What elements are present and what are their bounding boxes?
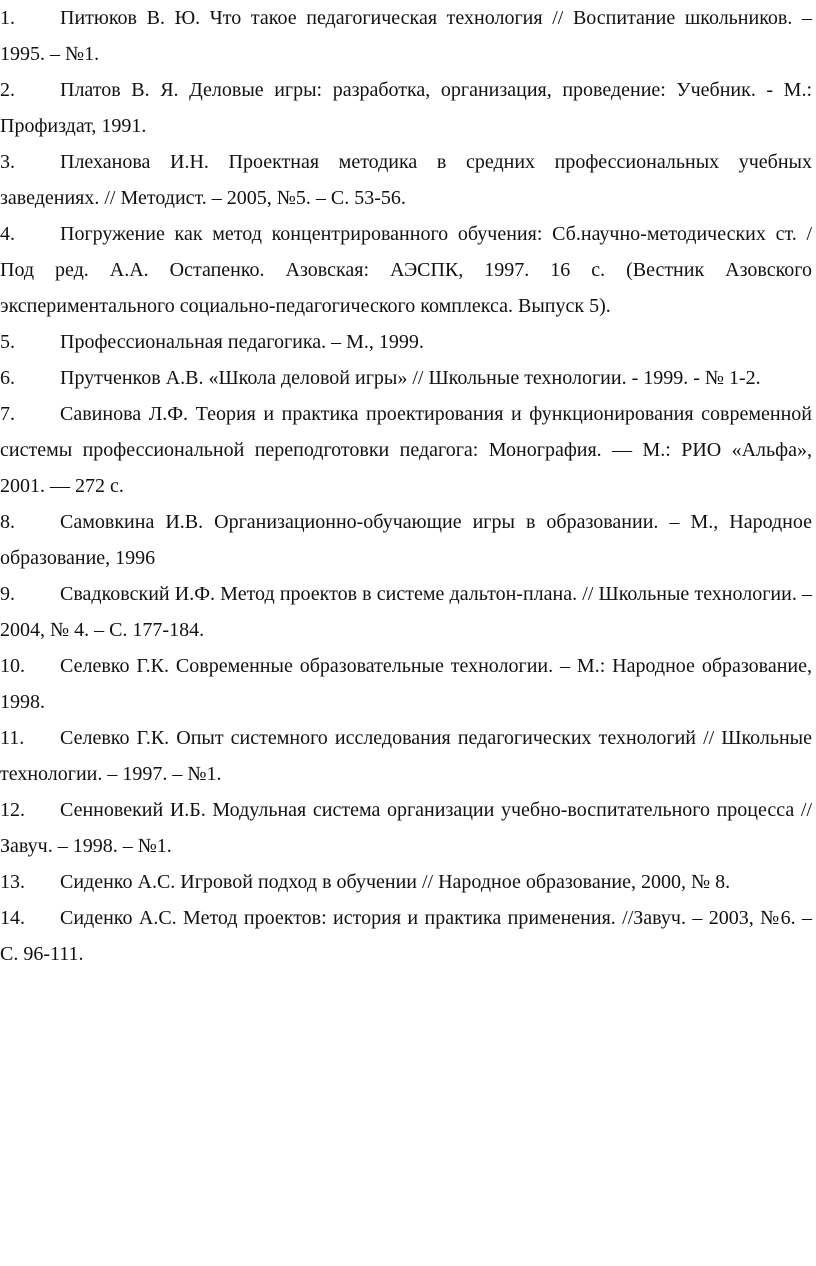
reference-number: 8. (0, 511, 15, 533)
reference-item (0, 792, 812, 864)
reference-text: Плеханова И.Н. Проектная методика в средних профессиональных учебных заведениях. // Методист. – 2005, №5. – С. 53-56. (0, 151, 812, 209)
reference-text: Прутченков А.В. «Школа деловой игры» // Школьные технологии. - 1999. - № 1-2. (60, 367, 761, 389)
reference-number: 6. (0, 367, 15, 389)
reference-number: 11. (0, 727, 25, 749)
reference-item (0, 0, 812, 72)
reference-text: Свадковский И.Ф. Метод проектов в системе дальтон-плана. // Школьные технологии. – 2004, № 4. – С. 177-184. (0, 583, 812, 641)
reference-text: Погружение как метод концентрированного обучения: Сб.научно-методических ст. / Под ред. А.А. Остапенко. Азовская: АЭСПК, 1997. 16 с. (Вестник Азовского экспериментального социально-педагогического комплекса. Выпуск 5). (0, 223, 812, 317)
reference-item (0, 576, 812, 648)
reference-item (0, 900, 812, 972)
reference-item (0, 396, 812, 504)
reference-text: Сиденко А.С. Метод проектов: история и практика применения. //Завуч. – 2003, №6. – С. 96-111. (0, 907, 812, 965)
reference-item (0, 324, 812, 360)
reference-number: 14. (0, 907, 25, 929)
reference-number: 12. (0, 799, 25, 821)
reference-text: Питюков В. Ю. Что такое педагогическая технология // Воспитание школьников. – 1995. – №1. (0, 7, 812, 65)
reference-text: Селевко Г.К. Опыт системного исследования педагогических технологий // Школьные технологии. – 1997. – №1. (0, 727, 812, 785)
reference-item (0, 144, 812, 216)
reference-item (0, 72, 812, 144)
reference-item (0, 504, 812, 576)
reference-number: 3. (0, 151, 15, 173)
reference-text: Савинова Л.Ф. Теория и практика проектирования и функционирования современной системы профессиональной переподготовки педагога: Монография. — М.: РИО «Альфа», 2001. — 272 с. (0, 403, 812, 497)
reference-text: Профессиональная педагогика. – М., 1999. (60, 331, 424, 353)
reference-text: Платов В. Я. Деловые игры: разработка, организация, проведение: Учебник. - М.: Профиздат, 1991. (0, 79, 812, 137)
reference-text: Сенновекий И.Б. Модульная система организации учебно-воспитательного процесса // Завуч. – 1998. – №1. (0, 799, 812, 857)
reference-text: Сиденко А.С. Игровой подход в обучении // Народное образование, 2000, № 8. (60, 871, 731, 893)
reference-item (0, 720, 812, 792)
reference-item (0, 216, 812, 324)
reference-text: Селевко Г.К. Современные образовательные технологии. – М.: Народное образование, 1998. (0, 655, 812, 713)
reference-number: 13. (0, 871, 25, 893)
reference-item (0, 864, 812, 900)
reference-number: 1. (0, 7, 15, 29)
reference-number: 9. (0, 583, 15, 605)
reference-number: 4. (0, 223, 15, 245)
reference-item (0, 648, 812, 720)
reference-number: 2. (0, 79, 15, 101)
reference-text: Самовкина И.В. Организационно-обучающие игры в образовании. – М., Народное образование, 1996 (0, 511, 812, 569)
reference-number: 5. (0, 331, 15, 353)
reference-number: 10. (0, 655, 25, 677)
reference-item (0, 360, 812, 396)
reference-number: 7. (0, 403, 15, 425)
